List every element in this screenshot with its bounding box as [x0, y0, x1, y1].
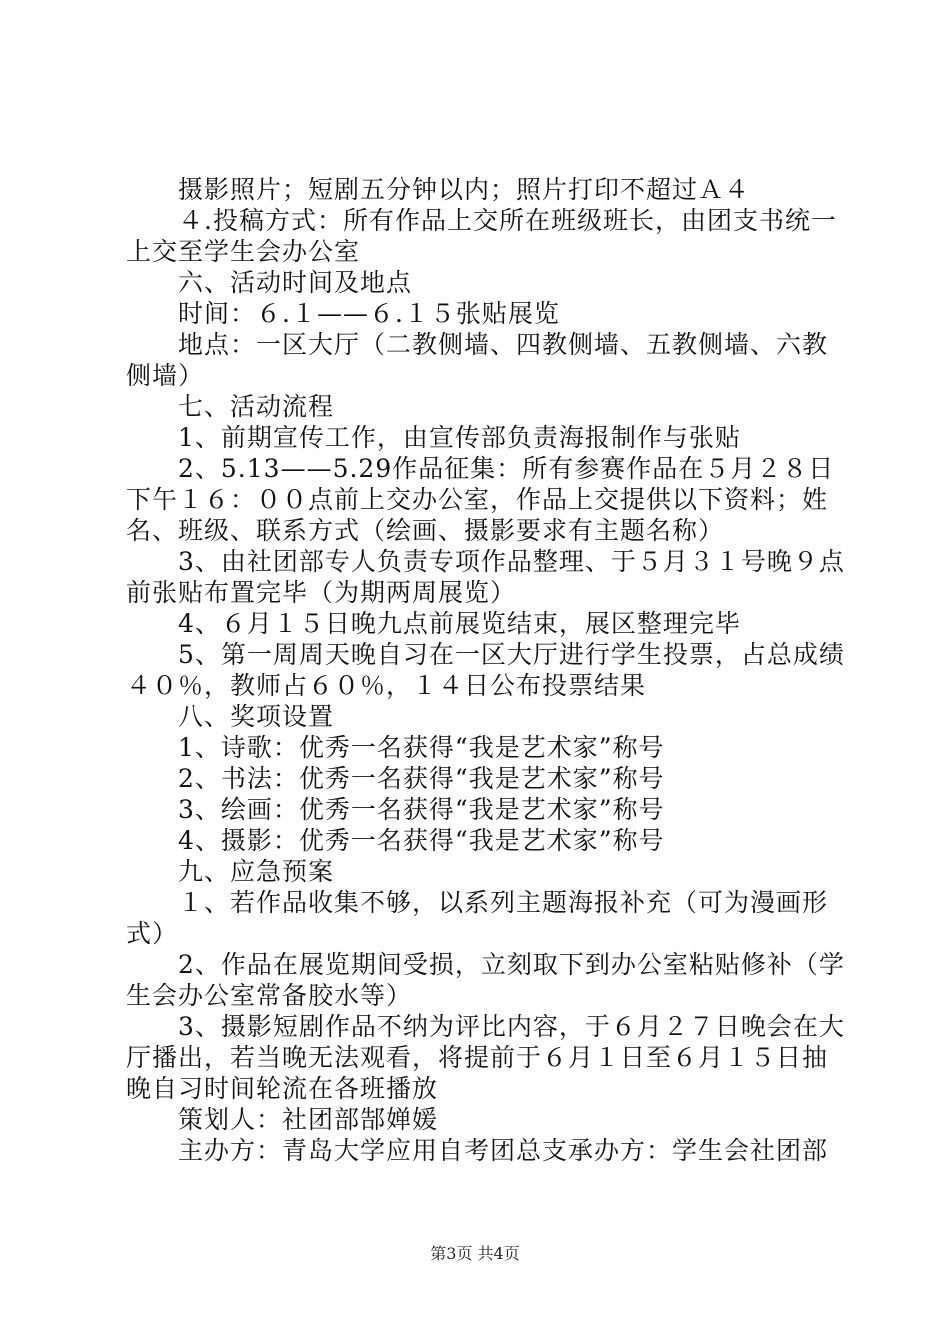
- text-line: 2、书法：优秀一名获得“我是艺术家”称号: [126, 764, 665, 793]
- text-line: 式）: [126, 919, 179, 948]
- text-line: 上交至学生会办公室: [126, 237, 361, 266]
- section-heading: 六、活动时间及地点: [126, 268, 413, 297]
- text-line: 1、前期宣传工作，由宣传部负责海报制作与张贴: [126, 423, 741, 452]
- page-number-footer: 第3页 共4页: [430, 1244, 520, 1263]
- text-line: 4、摄影：优秀一名获得“我是艺术家”称号: [126, 826, 665, 855]
- text-line: ４０％，教师占６０％，１４日公布投票结果: [126, 671, 647, 700]
- planner-line: 策划人：社团部郜婵媛: [126, 1105, 439, 1134]
- text-line: 2、5.13——5.29作品征集：所有参赛作品在５月２８日: [126, 454, 835, 483]
- text-line: 生会办公室常备胶水等）: [126, 981, 413, 1010]
- text-line: 1、诗歌：优秀一名获得“我是艺术家”称号: [126, 733, 665, 762]
- text-line: 时间：６.１——６.１５张贴展览: [126, 299, 560, 328]
- text-line: 侧墙）: [126, 361, 205, 390]
- document-body: [126, 174, 845, 1166]
- organizer-line: 主办方：青岛大学应用自考团总支承办方：学生会社团部: [126, 1136, 829, 1165]
- section-heading: 九、应急预案: [126, 857, 335, 886]
- section-heading: 七、活动流程: [126, 392, 335, 421]
- text-line: 3、由社团部专人负责专项作品整理、于５月３１号晚９点: [126, 547, 845, 576]
- text-line: 3、摄影短剧作品不纳为评比内容，于６月２７日晚会在大: [126, 1012, 845, 1041]
- text-line: 5、第一周周天晚自习在一区大厅进行学生投票，占总成绩: [126, 640, 845, 669]
- text-line: 3、绘画：优秀一名获得“我是艺术家”称号: [126, 795, 665, 824]
- text-line: 2、作品在展览期间受损，立刻取下到办公室粘贴修补（学: [126, 950, 845, 979]
- text-line: １、若作品收集不够，以系列主题海报补充（可为漫画形: [126, 888, 829, 917]
- text-line: 4、６月１５日晚九点前展览结束，展区整理完毕: [126, 609, 741, 638]
- text-line: 摄影照片；短剧五分钟以内；照片打印不超过Ａ４: [126, 175, 751, 204]
- text-line: 下午１６：００点前上交办公室，作品上交提供以下资料；姓: [126, 485, 829, 514]
- text-line: 名、班级、联系方式（绘画、摄影要求有主题名称）: [126, 516, 725, 545]
- text-line: ４.投稿方式：所有作品上交所在班级班长，由团支书统一: [126, 206, 837, 235]
- section-heading: 八、奖项设置: [126, 702, 335, 731]
- text-line: 晚自习时间轮流在各班播放: [126, 1074, 439, 1103]
- text-line: 前张贴布置完毕（为期两周展览）: [126, 578, 517, 607]
- text-line: 地点：一区大厅（二教侧墙、四教侧墙、五教侧墙、六教: [126, 330, 829, 359]
- text-line: 厅播出，若当晚无法观看，将提前于６月１日至６月１５日抽: [126, 1043, 829, 1072]
